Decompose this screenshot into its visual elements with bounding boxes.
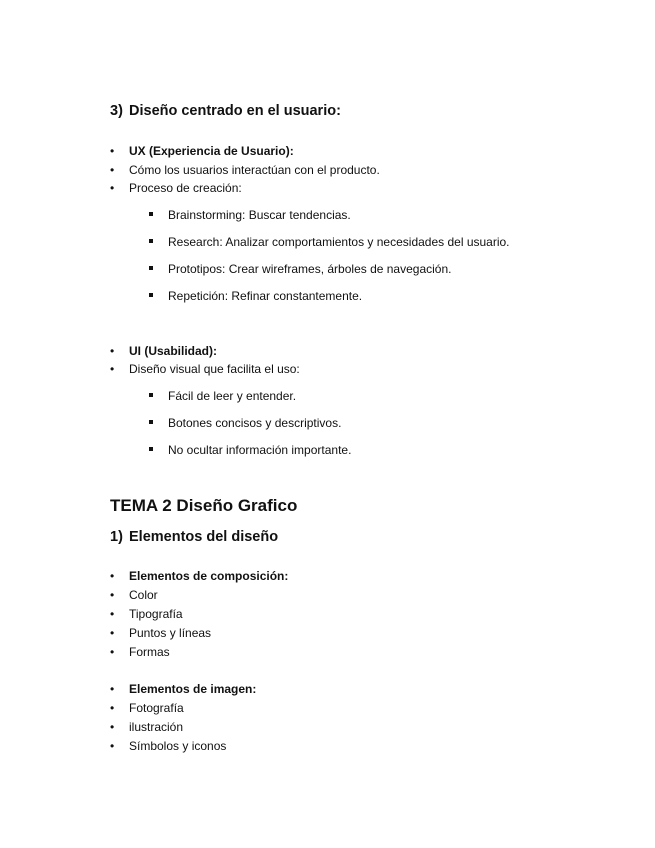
bullet-icon: • — [110, 720, 115, 734]
bullet-icon: • — [110, 645, 115, 659]
list-item-text: Puntos y líneas — [129, 626, 212, 640]
list-item-text: ilustración — [129, 720, 184, 734]
sub-list-item-text: Botones concisos y descriptivos. — [168, 416, 342, 430]
tema-2-heading: TEMA 2 Diseño Grafico — [110, 496, 298, 515]
bullet-icon: • — [110, 682, 115, 696]
list-item-text: UX (Experiencia de Usuario): — [129, 144, 294, 158]
square-bullet-icon — [149, 266, 153, 270]
section-title: Diseño centrado en el usuario: — [129, 103, 341, 119]
sub-list-item-text: Brainstorming: Buscar tendencias. — [168, 208, 351, 222]
bullet-icon: • — [110, 569, 115, 583]
bullet-icon: • — [110, 163, 115, 177]
sub-list-item-text: Research: Analizar comportamientos y necesidades del usuario. — [168, 235, 510, 249]
list-item-text: Cómo los usuarios interactúan con el producto. — [129, 163, 380, 177]
square-bullet-icon — [149, 212, 153, 216]
square-bullet-icon — [149, 293, 153, 297]
bullet-icon: • — [110, 701, 115, 715]
bullet-icon: • — [110, 588, 115, 602]
sub-list-item-text: No ocultar información importante. — [168, 443, 352, 457]
list-item-text: Elementos de imagen: — [129, 682, 257, 696]
section-1-heading — [110, 530, 278, 545]
section-number: 1) — [110, 529, 123, 545]
bullet-icon: • — [110, 607, 115, 621]
list-item-text: Diseño visual que facilita el uso: — [129, 362, 300, 376]
bullet-icon: • — [110, 626, 115, 640]
list-item-text: Elementos de composición: — [129, 569, 289, 583]
bullet-icon: • — [110, 362, 115, 376]
bullet-icon: • — [110, 144, 115, 158]
sub-list-item-text: Repetición: Refinar constantemente. — [168, 289, 363, 303]
section-3-heading — [110, 104, 341, 119]
list-item-text: Proceso de creación: — [129, 181, 242, 195]
bullet-icon: • — [110, 181, 115, 195]
list-item-text: Símbolos y iconos — [129, 739, 227, 753]
section-number: 3) — [110, 103, 123, 119]
list-item-text: Formas — [129, 645, 170, 659]
square-bullet-icon — [149, 420, 153, 424]
list-item-text: Fotografía — [129, 701, 184, 715]
section-title: Elementos del diseño — [129, 529, 279, 545]
sub-list-item-text: Prototipos: Crear wireframes, árboles de navegación. — [168, 262, 452, 276]
list-item-text: UI (Usabilidad): — [129, 344, 218, 358]
square-bullet-icon — [149, 239, 153, 243]
sub-list-item-text: Fácil de leer y entender. — [168, 389, 297, 403]
list-item-text: Tipografía — [129, 607, 183, 621]
square-bullet-icon — [149, 393, 153, 397]
list-item-text: Color — [129, 588, 158, 602]
bullet-icon: • — [110, 739, 115, 753]
bullet-icon: • — [110, 344, 115, 358]
square-bullet-icon — [149, 447, 153, 451]
